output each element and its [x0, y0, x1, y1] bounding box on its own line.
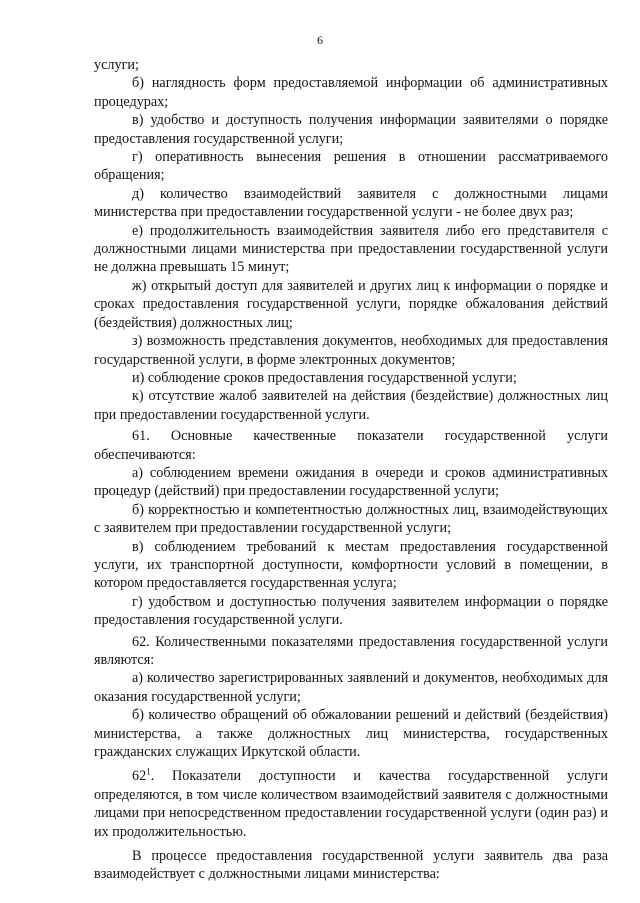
paragraph-item-d: д) количество взаимодействий заявителя с должностными лицами министерства при предоставлении государственной услуги - не более двух раз; — [94, 185, 608, 221]
paragraph-section-61: 61. Основные качественные показатели государственной услуги обеспечиваются: — [94, 428, 608, 463]
paragraph-61-item-g: г) удобством и доступностью получения заявителем информации о порядке предоставления государственной услуги. — [94, 593, 608, 629]
paragraph-item-e: е) продолжительность взаимодействия заявителя либо его представителя с должностными лицами министерства при предоставлении государственной услуги не должна превышать 15 минут; — [94, 222, 608, 276]
section-text: . Показатели доступности и качества государственной услуги определяются, в том числе количеством взаимодействий заявителя с должностными лицами при непосредственном предоставлении государственной услуги (один раз) и их продолжительностью. — [94, 768, 608, 840]
paragraph-continuation: услуги; — [94, 57, 139, 73]
paragraph-61-item-v: в) соблюдением требований к местам предоставления государственной услуги, их транспортной доступности, комфортности условий в помещении, в котором предоставляется государственная услуга; — [94, 538, 608, 592]
paragraph-process: В процессе предоставления государственной услуги заявитель два раза взаимодействует с должностными лицами министерства: — [94, 848, 608, 883]
paragraph-62-item-a: а) количество зарегистрированных заявлений и документов, необходимых для оказания государственной услуги; — [94, 670, 608, 705]
section-superscript: 1 — [146, 766, 151, 777]
paragraph-item-i: и) соблюдение сроков предоставления государственной услуги; — [132, 369, 517, 386]
paragraph-61-item-b: б) корректностью и компетентностью должностных лиц, взаимодействующих с заявителем при предоставлении государственной услуги; — [94, 501, 608, 537]
paragraph-item-z: з) возможность представления документов, необходимых для предоставления государственной услуги, в форме электронных документов; — [94, 333, 608, 368]
document-body — [94, 56, 608, 884]
paragraph-item-zh: ж) открытый доступ для заявителей и других лиц к информации о порядке и сроках предоставления государственной услуги, порядке обжалования действий (бездействия) должностных лиц; — [94, 277, 608, 331]
paragraph-item-k: к) отсутствие жалоб заявителей на действия (бездействие) должностных лиц при предоставлении государственной услуги. — [94, 388, 608, 423]
paragraph-61-item-a: а) соблюдением времени ожидания в очереди и сроков административных процедур (действий) при предоставлении государственной услуги; — [94, 464, 608, 500]
paragraph-item-b: б) наглядность форм предоставляемой информации об административных процедурах; — [94, 75, 608, 110]
paragraph-item-g: г) оперативность вынесения решения в отношении рассматриваемого обращения; — [94, 149, 608, 184]
paragraph-62-item-b: б) количество обращений об обжаловании решений и действий (бездействия) министерства, а также должностных лиц министерства, государственных гражданских служащих Иркутской области. — [94, 707, 608, 761]
paragraph-section-62: 62. Количественными показателями предоставления государственной услуги являются: — [94, 633, 608, 668]
paragraph-section-62-1 — [94, 767, 608, 841]
section-number: 62 — [132, 768, 147, 785]
page-number: 6 — [317, 33, 323, 47]
paragraph-item-v: в) удобство и доступность получения информации заявителями о порядке предоставления государственной услуги; — [94, 112, 608, 147]
